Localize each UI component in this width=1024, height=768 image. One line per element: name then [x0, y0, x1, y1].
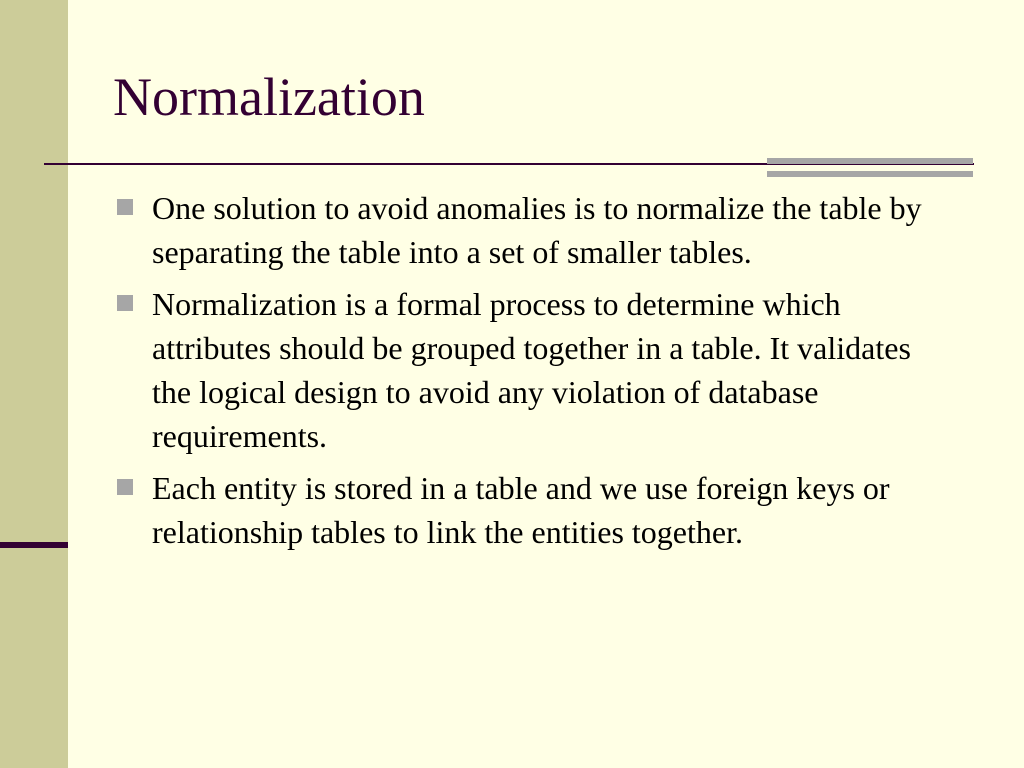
bullet-text: One solution to avoid anomalies is to normalize the table by separating the table into a set of smaller tables.	[152, 190, 922, 270]
square-bullet-icon	[117, 295, 133, 311]
bullet-item	[116, 186, 956, 274]
slide-title: Normalization	[113, 67, 425, 127]
bullet-list	[116, 186, 956, 562]
left-band-accent-line	[0, 542, 68, 548]
bullet-text: Each entity is stored in a table and we use foreign keys or relationship tables to link the entities together.	[152, 470, 890, 550]
square-bullet-icon	[117, 199, 133, 215]
bullet-item	[116, 282, 956, 458]
title-accent-bar-top	[767, 158, 973, 164]
square-bullet-icon	[117, 479, 133, 495]
bullet-text: Normalization is a formal process to determine which attributes should be grouped together in a table. It validates the logical design to avoid any violation of database requirements.	[152, 286, 911, 454]
title-accent-bar-bottom	[767, 171, 973, 177]
left-decorative-band	[0, 0, 68, 768]
bullet-item	[116, 466, 956, 554]
